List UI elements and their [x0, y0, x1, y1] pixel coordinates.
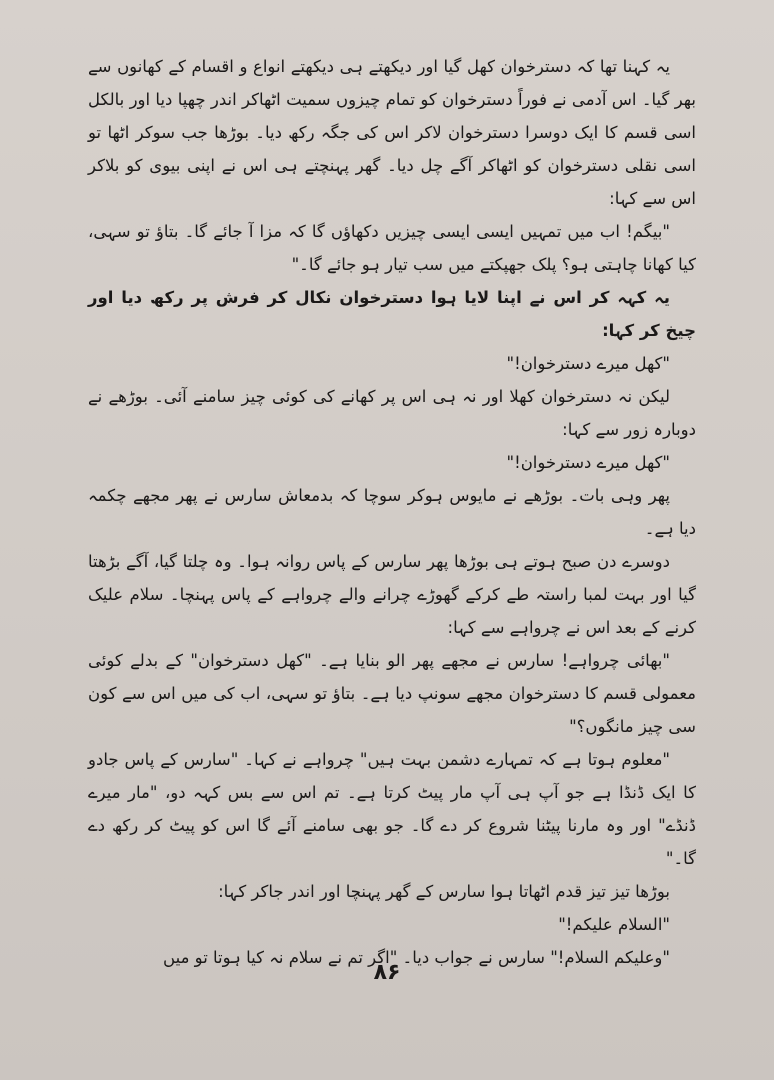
story-text [88, 50, 696, 974]
paragraph: "بیگم! اب میں تمہیں ایسی ایسی چیزیں دکھاؤں گا کہ مزا آ جائے گا۔ بتاؤ تو سہی، کیا کھانا چاہتی ہو؟ پلک جھپکتے میں سب تیار ہو جائے گا۔" [88, 222, 696, 274]
page-number: ۸۶ [373, 960, 401, 985]
paragraph: "وعلیکم السلام!" سارس نے جواب دیا۔ "اگر تم نے سلام نہ کیا ہوتا تو میں [163, 948, 670, 967]
paragraph: یہ کہنا تھا کہ دسترخوان کھل گیا اور دیکھتے ہی دیکھتے انواع و اقسام کے کھانوں سے بھر گیا۔ اس آدمی نے فوراً دسترخوان کو تمام چیزوں سمیت اٹھاکر اندر چھپا دیا اور بالکل اسی قسم کا ایک دوسرا دسترخوان لاکر اس کی جگہ رکھ دیا۔ بوڑھا جب سوکر اٹھا تو اسی نقلی دسترخوان کو اٹھاکر آگے چل دیا۔ گھر پہنچتے ہی اس نے اپنی بیوی کو بلاکر اس سے کہا: [88, 57, 696, 208]
paragraph: بوڑھا تیز تیز قدم اٹھاتا ہوا سارس کے گھر پہنچا اور اندر جاکر کہا: [218, 882, 670, 901]
paragraph: "بھائی چرواہے! سارس نے مجھے پھر الو بنایا ہے۔ "کھل دسترخوان" کے بدلے کوئی معمولی قسم کا دسترخوان مجھے سونپ دیا ہے۔ بتاؤ تو سہی، اب کی میں اس سے کون سی چیز مانگوں؟" [88, 651, 696, 736]
paragraph: یہ کہہ کر اس نے اپنا لایا ہوا دسترخوان نکال کر فرش پر رکھ دیا اور چیخ کر کہا: [88, 288, 696, 340]
paragraph: پھر وہی بات۔ بوڑھے نے مایوس ہوکر سوچا کہ بدمعاش سارس نے پھر مجھے چکمہ دیا ہے۔ [88, 486, 696, 538]
paragraph: "کھل میرے دسترخوان!" [506, 354, 670, 373]
paragraph: "کھل میرے دسترخوان!" [506, 453, 670, 472]
paragraph: لیکن نہ دسترخوان کھلا اور نہ ہی اس پر کھانے کی کوئی چیز سامنے آئی۔ بوڑھے نے دوبارہ زور سے کہا: [88, 387, 696, 439]
paragraph: "معلوم ہوتا ہے کہ تمہارے دشمن بہت ہیں" چرواہے نے کہا۔ "سارس کے پاس جادو کا ایک ڈنڈا ہے جو آپ ہی آپ مار پیٹ کرتا ہے۔ تم اس سے بس کہہ دو، "مار میرے ڈنڈے" اور وہ مارنا پیٹنا شروع کر دے گا۔ جو بھی سامنے آئے گا اس کو پیٹ کر رکھ دے گا۔" [88, 750, 696, 868]
paragraph: دوسرے دن صبح ہوتے ہی بوڑھا پھر سارس کے پاس روانہ ہوا۔ وہ چلتا گیا، آگے بڑھتا گیا اور بہت لمبا راستہ طے کرکے گھوڑے چرانے والے چرواہے کے پاس پہنچا۔ سلام علیک کرنے کے بعد اس نے چرواہے سے کہا: [88, 552, 696, 637]
paragraph: "السلام علیکم!" [558, 915, 670, 934]
